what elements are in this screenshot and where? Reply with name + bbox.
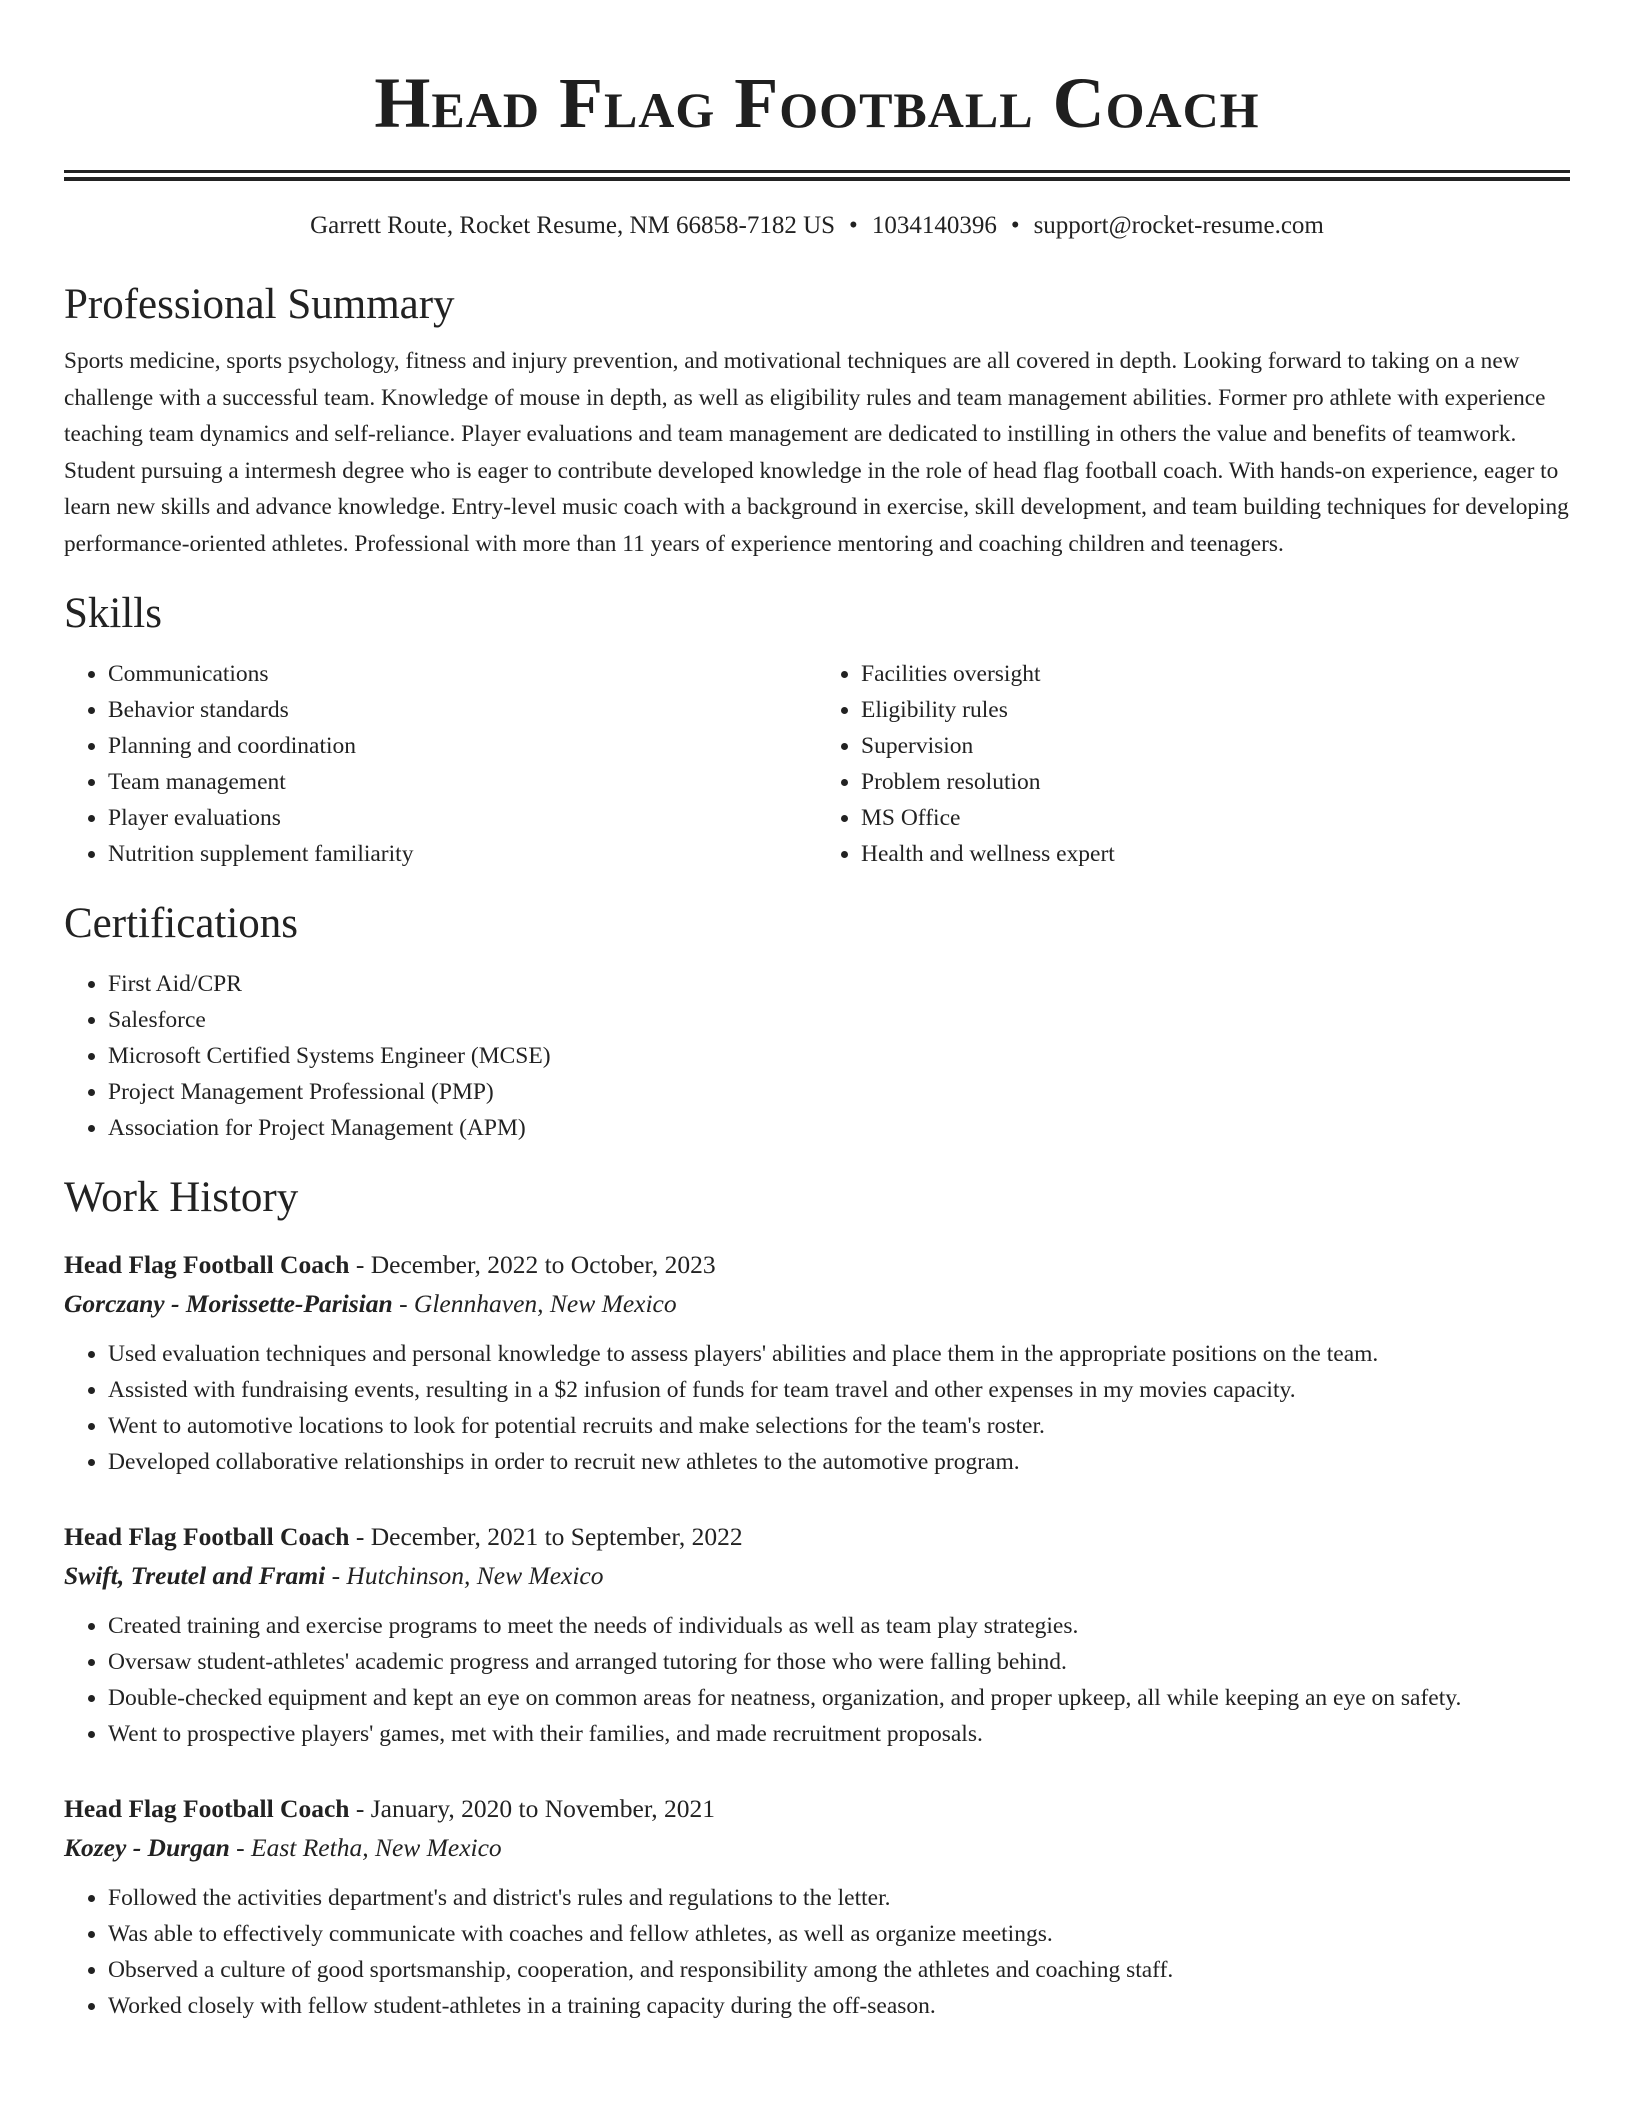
job-dates: - December, 2022 to October, 2023	[349, 1250, 716, 1279]
certification-item: • Association for Project Management (APM)	[108, 1110, 1570, 1146]
skill-item: • Supervision	[861, 728, 1570, 764]
job-title: Head Flag Football Coach	[64, 1794, 350, 1823]
resume-title: Head Flag Football Coach	[374, 63, 1260, 143]
job-entry	[64, 1246, 1570, 1480]
job-bullets	[64, 1880, 1570, 2024]
job-bullets	[64, 1608, 1570, 1752]
job-bullet: • Went to prospective players' games, met with their families, and made recruitment proposals.	[108, 1716, 1570, 1752]
resume-page	[64, 0, 1570, 2024]
job-company-line	[64, 1828, 1570, 1868]
skill-item: • Communications	[108, 656, 817, 692]
job-entry	[64, 1518, 1570, 1752]
skill-item: • MS Office	[861, 800, 1570, 836]
certifications-list	[64, 966, 1570, 1146]
skill-item: • Eligibility rules	[861, 692, 1570, 728]
skill-item: • Planning and coordination	[108, 728, 817, 764]
contact-separator: •	[1010, 212, 1020, 239]
certification-item: • First Aid/CPR	[108, 966, 1570, 1002]
skill-item: • Health and wellness expert	[861, 836, 1570, 872]
job-bullet: • Created training and exercise programs to meet the needs of individuals as well as team play strategies.	[108, 1608, 1570, 1644]
skill-item: • Problem resolution	[861, 764, 1570, 800]
job-dates: - December, 2021 to September, 2022	[349, 1522, 743, 1551]
job-company-line	[64, 1556, 1570, 1596]
job-title: Head Flag Football Coach	[64, 1522, 350, 1551]
skill-item: • Nutrition supplement familiarity	[108, 836, 817, 872]
job-location: - East Retha, New Mexico	[229, 1833, 502, 1862]
summary-text: Sports medicine, sports psychology, fitness and injury prevention, and motivational techniques are all covered in depth. Looking forward to taking on a new challenge with a successful team. Knowledge of mouse in depth, as well as eligibility rules and team management abilities. Former pro athlete with experience teaching team dynamics and self-reliance. Player evaluations and team management are dedicated to instilling in others the value and benefits of teamwork. Student pursuing a intermesh degree who is eager to contribute developed knowledge in the role of head flag football coach. With hands-on experience, eager to learn new skills and advance knowledge. Entry-level music coach with a background in exercise, skill development, and team building techniques for developing performance-oriented athletes. Professional with more than 11 years of experience mentoring and coaching children and teenagers.	[64, 348, 1569, 557]
skills-list	[64, 656, 1570, 872]
skill-item: • Team management	[108, 764, 817, 800]
skills-column-2	[817, 656, 1570, 872]
job-title-line	[64, 1246, 1570, 1284]
certification-item: • Salesforce	[108, 1002, 1570, 1038]
job-company: Gorczany - Morissette-Parisian	[64, 1289, 393, 1318]
contact-email: support@rocket-resume.com	[1033, 212, 1324, 239]
job-bullet: • Observed a culture of good sportsmanship, cooperation, and responsibility among the athletes and coaching staff.	[108, 1952, 1570, 1988]
job-location: - Hutchinson, New Mexico	[325, 1561, 604, 1590]
job-bullet: • Assisted with fundraising events, resulting in a $2 infusion of funds for team travel and other expenses in my movies capacity.	[108, 1372, 1570, 1408]
job-entry	[64, 1790, 1570, 2024]
certifications-heading: Certifications	[64, 900, 299, 947]
contact-phone: 1034140396	[871, 212, 997, 239]
job-company: Swift, Treutel and Frami	[64, 1561, 326, 1590]
job-location: - Glennhaven, New Mexico	[392, 1289, 677, 1318]
certification-item: • Microsoft Certified Systems Engineer (MCSE)	[108, 1038, 1570, 1074]
job-bullet: • Oversaw student-athletes' academic progress and arranged tutoring for those who were falling behind.	[108, 1644, 1570, 1680]
job-bullet: • Followed the activities department's and district's rules and regulations to the letter.	[108, 1880, 1570, 1916]
contact-line	[64, 209, 1570, 243]
contact-address: Garrett Route, Rocket Resume, NM 66858-7182 US	[310, 212, 836, 239]
job-bullet: • Went to automotive locations to look for potential recruits and make selections for the team's roster.	[108, 1408, 1570, 1444]
skills-heading: Skills	[64, 590, 162, 637]
job-title-line	[64, 1518, 1570, 1556]
skills-column-1	[64, 656, 817, 872]
certification-item: • Project Management Professional (PMP)	[108, 1074, 1570, 1110]
job-title: Head Flag Football Coach	[64, 1250, 350, 1279]
job-title-line	[64, 1790, 1570, 1828]
job-dates: - January, 2020 to November, 2021	[349, 1794, 716, 1823]
title-divider	[64, 170, 1570, 181]
summary-heading: Professional Summary	[64, 281, 455, 328]
job-bullet: • Developed collaborative relationships in order to recruit new athletes to the automotive program.	[108, 1444, 1570, 1480]
skill-item: • Behavior standards	[108, 692, 817, 728]
job-bullet: • Worked closely with fellow student-athletes in a training capacity during the off-season.	[108, 1988, 1570, 2024]
job-bullet: • Was able to effectively communicate with coaches and fellow athletes, as well as organize meetings.	[108, 1916, 1570, 1952]
job-company: Kozey - Durgan	[64, 1833, 230, 1862]
job-bullet: • Double-checked equipment and kept an eye on common areas for neatness, organization, and proper upkeep, all while keeping an eye on safety.	[108, 1680, 1570, 1716]
job-bullet: • Used evaluation techniques and personal knowledge to assess players' abilities and place them in the appropriate positions on the team.	[108, 1336, 1570, 1372]
contact-separator: •	[849, 212, 858, 239]
skill-item: • Facilities oversight	[861, 656, 1570, 692]
job-bullets	[64, 1336, 1570, 1480]
job-company-line	[64, 1284, 1570, 1324]
skill-item: • Player evaluations	[108, 800, 817, 836]
work-history-heading: Work History	[64, 1174, 299, 1221]
